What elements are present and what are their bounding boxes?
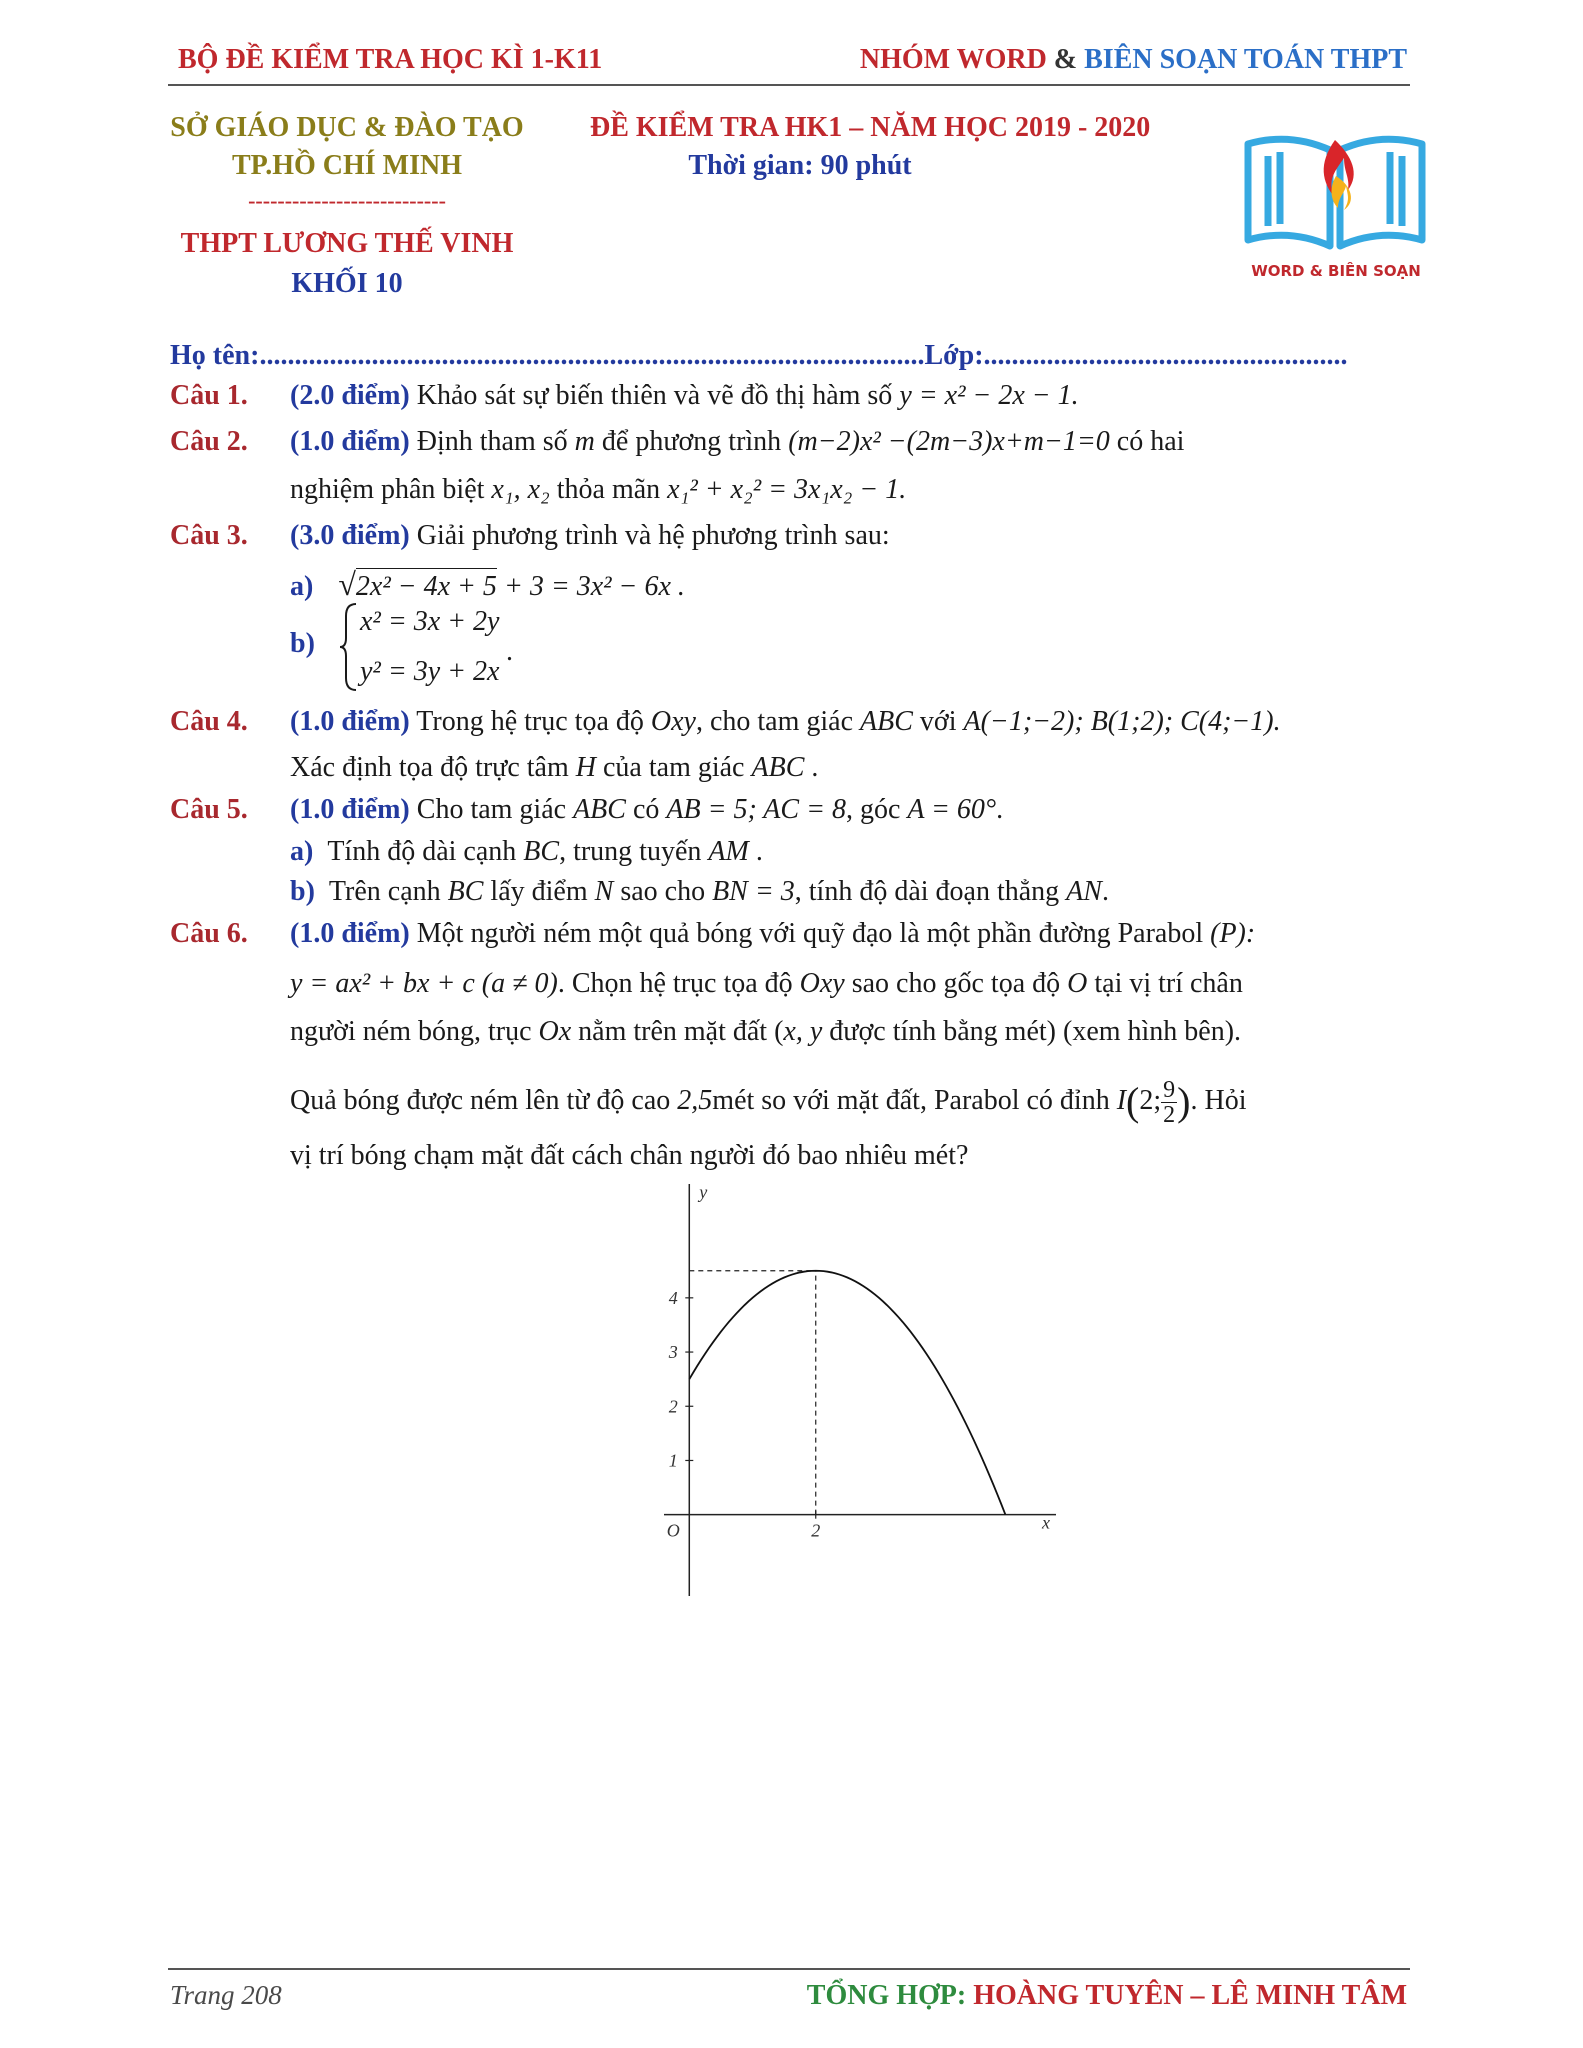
header-right-part1: NHÓM WORD [859, 44, 1047, 75]
q6-line4-c: . Hỏi [1190, 1085, 1247, 1116]
q6-p: (P): [1210, 918, 1256, 949]
authors: HOÀNG TUYÊN – LÊ MINH TÂM [973, 1980, 1407, 2011]
q2-label: Câu 2. [170, 426, 248, 457]
q6-ox: Ox [538, 1016, 572, 1047]
q4-line2 [290, 752, 818, 784]
q3-b-eq1: x² = 3x + 2y [360, 606, 500, 637]
q2-text1: Định tham số [416, 426, 568, 457]
q5-b-bc: BC [447, 876, 484, 907]
name-dots[interactable]: ............................................................................................... [259, 340, 925, 371]
parabola-curve [689, 1271, 1005, 1515]
q6-line2-text2: sao cho gốc tọa độ [851, 968, 1061, 999]
q6-label: Câu 6. [170, 918, 248, 949]
header-rule [168, 84, 1410, 86]
q5-b-text2: lấy điểm [490, 876, 588, 907]
q1-label: Câu 1. [170, 380, 248, 411]
q5-b-n: N [594, 876, 614, 907]
q6-line2-text3: tại vị trí chân [1094, 968, 1243, 999]
q5-a-am: AM [708, 836, 749, 867]
q2-points: (1.0 điểm) [290, 426, 410, 457]
q3-text: Giải phương trình và hệ phương trình sau: [416, 520, 890, 551]
q4-text2: , cho tam giác [695, 706, 854, 737]
exam-time: Thời gian: 90 phút [688, 150, 912, 181]
q5-a-text2: , trung tuyến [559, 836, 702, 867]
q6-vertex-x: 2; [1139, 1085, 1162, 1116]
q6-line3-a: người ném bóng, trục [290, 1016, 532, 1047]
q2-eq: (m−2)x² −(2m−3)x+m−1=0 [788, 426, 1110, 457]
q6-o: O [1067, 968, 1088, 999]
q1-body: Khảo sát sự biến thiên và vẽ đồ thị hàm số [416, 380, 893, 411]
q3-b-end: . [506, 636, 513, 667]
q5-a-text1: Tính độ dài cạnh [327, 836, 517, 867]
q2-m: m [574, 426, 595, 457]
q5-a-end: . [755, 836, 763, 867]
page-number: Trang 208 [170, 1980, 282, 2010]
class-dots[interactable]: .................................................... [983, 340, 1348, 371]
q4-text3: với [919, 706, 957, 737]
q2-line2-a: nghiệm phân biệt [290, 474, 485, 505]
q5-a [290, 836, 763, 868]
brace-icon [338, 602, 358, 692]
q2-text2: để phương trình [601, 426, 782, 457]
q5-text2: có [632, 794, 660, 825]
y-tick-label: 1 [668, 1450, 678, 1471]
y-tick-label: 4 [668, 1287, 678, 1308]
q5-b-end: . [1101, 876, 1109, 907]
q1-points: (2.0 điểm) [290, 380, 410, 411]
q4-label: Câu 4. [170, 706, 248, 737]
q1-math: y = x² − 2x − 1. [899, 380, 1079, 411]
q5-b [290, 876, 1109, 908]
q6-line4: Quả bóng được ném lên từ độ cao 2,5mét so với mặt đất, Parabol có đỉnh I(2; $\frac{9}{2}$ ). Hỏi [290, 1077, 1247, 1129]
q5-abc: ABC [573, 794, 626, 825]
q5-b-text4: , tính độ dài đoạn thẳng [794, 876, 1060, 907]
q6-line4-a: Quả bóng được ném lên từ độ cao [290, 1085, 671, 1116]
dept-line1: SỞ GIÁO DỤC & ĐÀO TẠO [170, 112, 524, 143]
origin-label: O [666, 1520, 680, 1541]
q6-line3-b: nằm trên mặt đất ( [578, 1016, 784, 1047]
q2-text3: có hai [1116, 426, 1185, 457]
name-label: Họ tên: [170, 340, 260, 371]
q6-xy: x, y [783, 1016, 823, 1047]
q3-a-label: a) [290, 571, 314, 602]
q2-cond: x₁² + x₂² = 3x₁x₂ − 1. [667, 474, 907, 505]
q6-height: 2,5 [677, 1085, 713, 1116]
q6-oxy: Oxy [799, 968, 845, 999]
dept-line2: TP.HỒ CHÍ MINH [232, 150, 462, 181]
q3-a-rest: + 3 = 3x² − 6x . [503, 571, 685, 602]
q4-h: H [575, 752, 596, 783]
q5-label: Câu 5. [170, 794, 248, 825]
q4-abc2: ABC [751, 752, 805, 783]
q5-b-bn: BN = 3 [712, 876, 795, 907]
q5-text1: Cho tam giác [416, 794, 567, 825]
q6-line3-c: được tính bằng mét) (xem hình bên). [829, 1016, 1242, 1047]
exam-title: ĐỀ KIỂM TRA HK1 – NĂM HỌC 2019 - 2020 [590, 112, 1151, 143]
header-left: BỘ ĐỀ KIỂM TRA HỌC KÌ 1-K11 [178, 44, 603, 75]
q5-end: . [996, 794, 1004, 825]
header-right-amp: & [1053, 44, 1078, 75]
q4-line1 [290, 706, 1281, 738]
q5-a-label: a) [290, 836, 314, 867]
y-tick-label: 2 [668, 1396, 678, 1417]
q2-vars: x₁, x₂ [491, 474, 550, 505]
q5-b-text1: Trên cạnh [328, 876, 441, 907]
q4-line2-b: của tam giác [603, 752, 745, 783]
parabola-chart [660, 1180, 1060, 1600]
q3-a-radicand: 2x² − 4x + 5 [356, 568, 497, 602]
y-tick-label: 3 [668, 1342, 678, 1363]
q6-line3 [290, 1016, 1241, 1048]
student-line [170, 340, 1348, 372]
header-right [860, 44, 1407, 76]
q3-line1 [290, 520, 890, 552]
q6-line2 [290, 968, 1243, 1000]
q5-a-bc: BC [523, 836, 560, 867]
school-name: THPT LƯƠNG THẾ VINH [180, 228, 514, 259]
q3-b-label-wrap [290, 628, 315, 660]
school-divider: --------------------------- [248, 188, 446, 213]
q6-eq: y = ax² + bx + c (a ≠ 0) [290, 968, 558, 999]
parabola-figure [660, 1180, 1060, 1600]
q3-b-eq2: y² = 3y + 2x [360, 656, 500, 687]
q2-line1 [290, 426, 1184, 458]
q3-a: a) √2x² − 4x + 5 + 3 = 3x² − 6x . [290, 566, 685, 602]
header-right-part2: BIÊN SOẠN TOÁN THPT [1084, 44, 1407, 75]
logo [1240, 120, 1430, 290]
q5-given: AB = 5; AC = 8 [666, 794, 846, 825]
q5-b-text3: sao cho [620, 876, 706, 907]
q3-points: (3.0 điểm) [290, 520, 410, 551]
q5-text3: , góc [845, 794, 901, 825]
q4-line2-a: Xác định tọa độ trực tâm [290, 752, 569, 783]
q4-abc: ABC [860, 706, 913, 737]
grade: KHỐI 10 [291, 268, 403, 299]
y-axis-label: y [699, 1182, 708, 1202]
q6-vertex-i: I [1116, 1085, 1127, 1116]
q5-angle: A = 60° [907, 794, 997, 825]
q1-text [290, 380, 1079, 412]
q6-text1: Một người ném một quả bóng với quỹ đạo là một phần đường Parabol [416, 918, 1204, 949]
x-axis-label: x [1042, 1512, 1050, 1533]
footer-rule [168, 1968, 1410, 1970]
q6-line4-b: mét so với mặt đất, Parabol có đỉnh [712, 1085, 1110, 1116]
q2-line2-b: thỏa mãn [556, 474, 661, 505]
compiled-label: TỔNG HỢP: [806, 1980, 967, 2011]
q3-b-label: b) [290, 628, 315, 659]
q5-b-label: b) [290, 876, 315, 907]
q4-points: (1.0 điểm) [290, 706, 410, 737]
q6-vertex-den: 2 [1163, 1102, 1176, 1129]
q6-vertex-num: 9 [1163, 1077, 1176, 1104]
q5-line1 [290, 794, 1003, 826]
class-label: Lớp: [924, 340, 984, 371]
q4-coords: A(−1;−2); B(1;2); C(4;−1). [963, 706, 1281, 737]
q6-line5: vị trí bóng chạm mặt đất cách chân người đó bao nhiêu mét? [290, 1140, 969, 1171]
q4-text1: Trong hệ trục tọa độ [416, 706, 644, 737]
logo-text: WORD & BIÊN SOẠN [1251, 262, 1421, 280]
q6-line2-text: . Chọn hệ trục tọa độ [557, 968, 793, 999]
q4-oxy: Oxy [650, 706, 696, 737]
q6-line1 [290, 918, 1255, 950]
q2-line2 [290, 474, 906, 506]
footer-authors-wrap [807, 1980, 1407, 2012]
q6-points: (1.0 điểm) [290, 918, 410, 949]
q4-end: . [811, 752, 819, 783]
x-tick-label: 2 [811, 1520, 821, 1541]
q3-label: Câu 3. [170, 520, 248, 551]
q5-points: (1.0 điểm) [290, 794, 410, 825]
q5-b-an: AN [1066, 876, 1102, 907]
